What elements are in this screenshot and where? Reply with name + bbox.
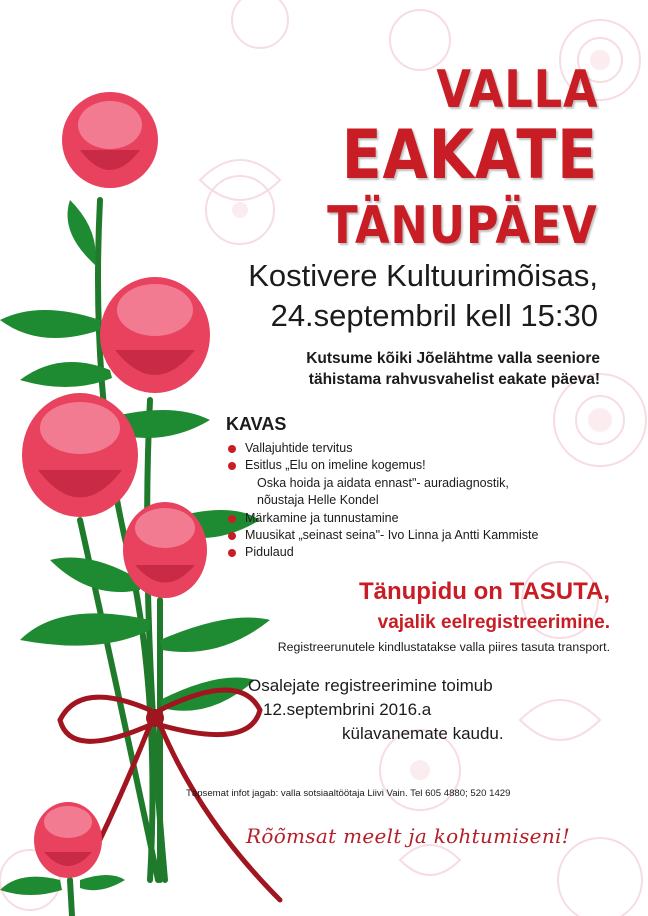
program-item-recognition: Märkamine ja tunnustamine xyxy=(227,510,538,527)
contact-info: Täpsemat infot jagab: valla sotsiaaltöötaja Liivi Vain. Tel 605 4880; 520 1429 xyxy=(186,788,511,799)
transport-note: Registreerunutele kindlustatakse valla piires tasuta transport. xyxy=(277,640,610,654)
venue-block xyxy=(248,256,598,336)
preregistration-required: vajalik eelregistreerimine. xyxy=(377,612,610,633)
program-item-presentation-detail-2: nõustaja Helle Kondel xyxy=(257,493,379,508)
registration-line-2: 12.septembrini 2016.a xyxy=(263,700,432,719)
program-heading: KAVAS xyxy=(226,414,287,434)
venue-datetime: 24.septembril kell 15:30 xyxy=(270,298,598,333)
program-item-presentation: Esitlus „Elu on imeline kogemus! xyxy=(227,457,538,474)
free-event-headline: Tänupidu on TASUTA, xyxy=(358,578,610,605)
program-item-greeting: Vallajuhtide tervitus xyxy=(227,440,538,457)
venue-location: Kostivere Kultuurimõisas, xyxy=(248,258,598,293)
invitation-line-1: Kutsume kõiki Jõelähtme valla seeniore xyxy=(306,350,600,367)
closing-greeting: Rõõmsat meelt ja kohtumiseni! xyxy=(246,824,571,848)
title-line-valla: VALLA xyxy=(435,60,598,120)
program-item-presentation-detail-1: Oska hoida ja aidata ennast"- auradiagnostik, xyxy=(257,475,509,490)
registration-line-1: Osalejate registreerimine toimub xyxy=(248,676,493,695)
title-line-tanupaev: TÄNUPÄEV xyxy=(327,196,598,256)
program-list xyxy=(227,440,538,562)
registration-line-3: külavanemate kaudu. xyxy=(342,724,504,743)
invitation-text xyxy=(306,348,600,390)
invitation-line-2: tähistama rahvusvahelist eakate päeva! xyxy=(308,371,600,388)
program-item-music: Muusikat „seinast seina"- Ivo Linna ja Antti Kammiste xyxy=(227,527,538,544)
program-item-dinner: Pidulaud xyxy=(227,544,538,561)
title-line-eakate: EAKATE xyxy=(341,116,598,195)
